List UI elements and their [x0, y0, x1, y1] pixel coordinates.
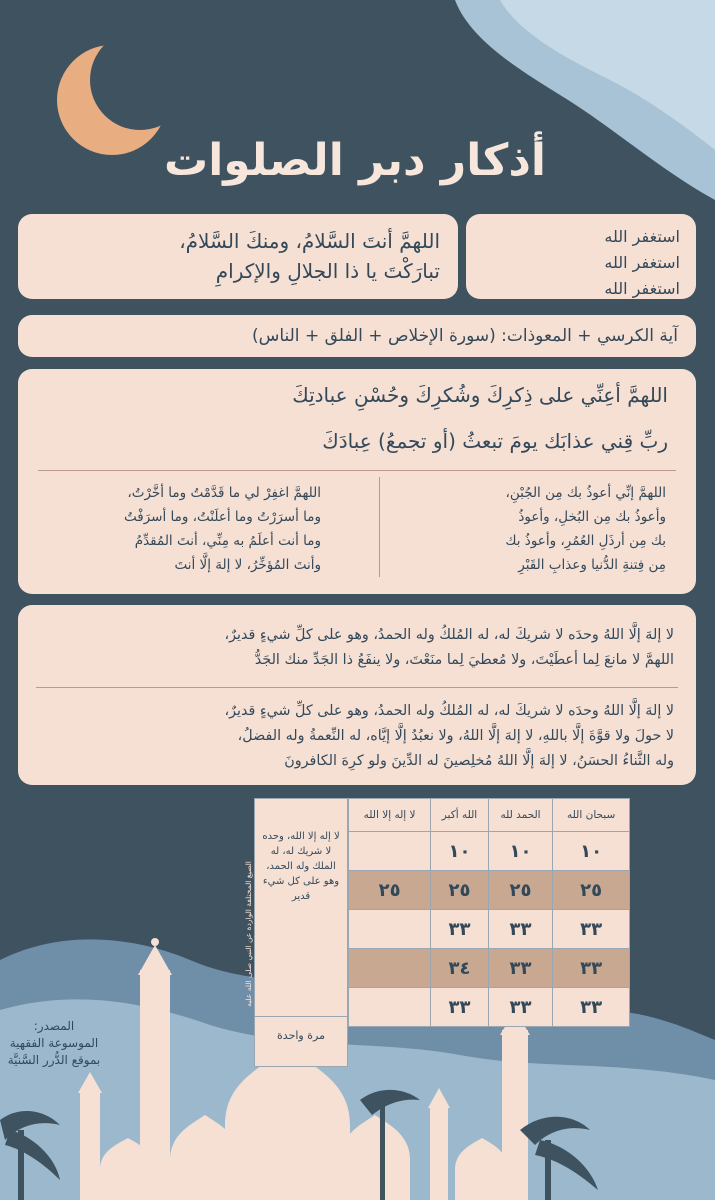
source-line: المصدر:	[33, 1019, 75, 1033]
page-title: أذكار دبر الصلوات	[163, 135, 546, 186]
table-cell: ٣٣	[553, 949, 630, 988]
table-header-row	[349, 799, 630, 832]
table-cell	[349, 832, 431, 871]
dua-text: اللهمَّ إنِّي أعوذُ بك مِن الجُبْنِ،	[505, 485, 666, 501]
source-line: الموسوعة الفقهية	[9, 1036, 99, 1050]
dua-text: وأعوذُ بك مِن البُخلِ، وأعوذُ	[518, 509, 666, 525]
ayat-card: آية الكرسي + المعوذات: (سورة الإخلاص + الفلق + الناس)	[18, 315, 696, 357]
tahlil-second	[34, 699, 674, 774]
table-header: لا إله إلا الله	[349, 799, 431, 832]
table-cell: ٣٣	[488, 988, 553, 1027]
istighfar-line: استغفر الله	[604, 279, 680, 298]
tahlil-text: لا حولَ ولا قوَّةَ إلَّا باللهِ، لا إلهَ إلَّا اللهُ، ولا نعبُدُ إلَّا إيَّاه، له النِّعمةُ وله الفضلُ،	[237, 728, 674, 744]
side-once-text: مرة واحدة	[277, 1029, 325, 1042]
table-cell: ٢٥	[553, 871, 630, 910]
divider	[38, 470, 676, 471]
table-cell: ٣٣	[553, 910, 630, 949]
dua-forgiveness	[41, 481, 321, 577]
divider	[255, 1016, 347, 1017]
salam-line: تبارَكْتَ يا ذا الجلالِ والإكرامِ	[215, 259, 440, 283]
side-full-text: لا إله إلا الله، وحده لا شريك له، له الملك وله الحمد، وهو على كل شيء قدير	[262, 831, 340, 902]
source-credit	[4, 1018, 104, 1069]
table-side-column	[254, 798, 348, 1067]
istighfar-line: استغفر الله	[604, 227, 680, 246]
dua-line: ربِّ قِني عذابَك يومَ تبعثُ (أو تجمعُ) عِبادَكَ	[322, 429, 668, 453]
tahlil-card	[18, 605, 696, 785]
divider	[36, 687, 678, 688]
table-cell	[349, 910, 431, 949]
table-row	[349, 910, 630, 949]
tahlil-text: اللهمَّ لا مانعَ لِما أعطَيْتَ، ولا مُعطيَ لِما منَعْتَ، ولا ينفَعُ ذا الجَدِّ منك الجَدُّ	[254, 652, 674, 668]
dua-text: اللهمَّ اغفِرْ لي ما قَدَّمْتُ وما أخَّرْتُ،	[127, 485, 321, 501]
table-cell: ٢٥	[349, 871, 431, 910]
istighfar-card	[466, 214, 696, 299]
tasbih-table	[348, 798, 630, 1027]
table-cell: ٣٣	[488, 910, 553, 949]
table-cell: ١٠	[553, 832, 630, 871]
table-cell: ١٠	[488, 832, 553, 871]
tahlil-first	[34, 623, 674, 673]
table-row	[349, 871, 630, 910]
table-cell: ٣٣	[553, 988, 630, 1027]
table-cell: ٣٣	[488, 949, 553, 988]
dua-text: وما أنت أعلَمُ به مِنِّي، أنتَ المُقدِّمُ	[134, 533, 321, 549]
duas-card	[18, 369, 696, 594]
dua-text: مِن فِتنةِ الدُّنيا وعذابِ القَبْرِ	[518, 557, 666, 573]
table-header: الله أكبر	[431, 799, 489, 832]
table-header: الحمد لله	[488, 799, 553, 832]
tahlil-text: وله الثَّناءُ الحسَنُ، لا إلهَ إلَّا اللهُ مُخلِصينَ له الدِّينَ ولو كرِهَ الكافرونَ	[284, 753, 674, 769]
dua-refuge	[386, 481, 666, 577]
table-cell: ٣٣	[431, 988, 489, 1027]
tahlil-text: لا إلهَ إلَّا اللهُ وحدَه لا شريكَ له، له المُلكُ وله الحمدُ، وهو على كلِّ شيءٍ قديرٌ،	[224, 627, 674, 643]
vertical-note: الصيغ المختلفة الواردة عن النبي صلى الله عليه وسلم	[244, 861, 262, 1007]
salam-line: اللهمَّ أنتَ السَّلامُ، ومنكَ السَّلامُ،	[179, 229, 440, 253]
table-cell: ٢٥	[431, 871, 489, 910]
table-row	[349, 949, 630, 988]
istighfar-line: استغفر الله	[604, 253, 680, 272]
table-cell	[349, 949, 431, 988]
table-cell: ٢٥	[488, 871, 553, 910]
table-cell	[349, 988, 431, 1027]
dua-text: وما أسرَرْتُ وما أعلَنْتُ، وما أسرَفْتُ	[124, 509, 321, 525]
divider	[379, 477, 380, 577]
table-cell: ١٠	[431, 832, 489, 871]
dua-text: وأنتَ المُؤخِّرُ، لا إلهَ إلَّا أنتَ	[174, 557, 321, 573]
tahlil-text: لا إلهَ إلَّا اللهُ وحدَه لا شريكَ له، له المُلكُ وله الحمدُ، وهو على كلِّ شيءٍ قديرٌ،	[224, 703, 674, 719]
source-line: بموقع الدُّرر السَّنيَّة	[7, 1053, 101, 1067]
table-cell: ٣٤	[431, 949, 489, 988]
table-row	[349, 832, 630, 871]
dua-line: اللهمَّ أعِنِّي على ذِكرِكَ وشُكرِكَ وحُسْنِ عبادتِكَ	[292, 383, 668, 407]
dua-text: بك مِن أرذَلِ العُمُرِ، وأعوذُ بك	[505, 533, 666, 549]
table-cell: ٣٣	[431, 910, 489, 949]
table-row	[349, 988, 630, 1027]
salam-card	[18, 214, 458, 299]
table-header: سبحان الله	[553, 799, 630, 832]
